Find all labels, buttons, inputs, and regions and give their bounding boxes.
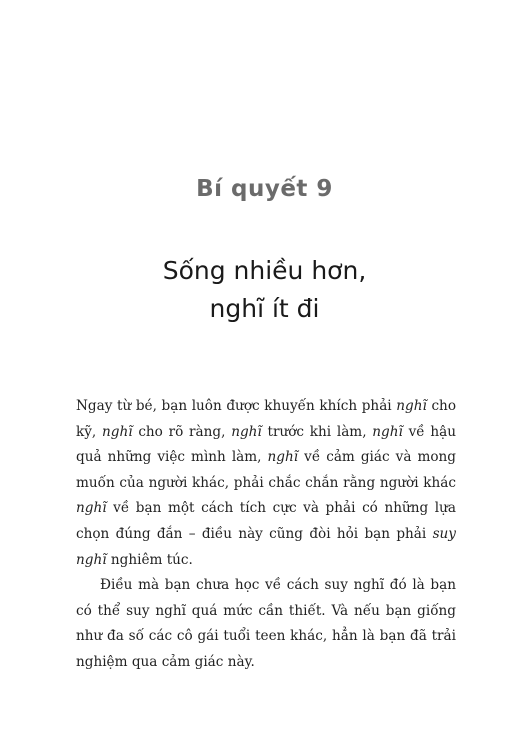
chapter-title-line-2: nghĩ ít đi: [209, 294, 320, 323]
chapter-title: [0, 252, 529, 328]
emphasis-run: nghĩ: [76, 500, 107, 517]
paragraph-2: Điều mà bạn chưa học về cách suy nghĩ đó là bạn có thể suy nghĩ quá mức cần thiết. Và nếu bạn giống như đa số các cô gái tuổi teen khác, hẳn là bạn đã trải nghiệm qua cảm giác này.: [76, 577, 456, 670]
text-run: về hậu quả những việc mình làm,: [76, 423, 457, 466]
chapter-title-line-1: Sống nhiều hơn,: [162, 256, 367, 285]
emphasis-run: nghĩ: [372, 423, 403, 440]
text-run: Ngay từ bé, bạn luôn được khuyến khích phải: [76, 398, 397, 414]
emphasis-run: suy nghĩ: [76, 525, 456, 568]
text-run: trước khi làm,: [261, 423, 373, 440]
emphasis-run: nghĩ: [396, 398, 427, 414]
chapter-label: Bí quyết 9: [196, 176, 333, 202]
emphasis-run: nghĩ: [102, 423, 133, 440]
paragraph-1: [76, 394, 456, 573]
text-run: cho rõ ràng,: [132, 423, 232, 440]
emphasis-run: nghĩ: [267, 449, 299, 466]
text-run: về cảm giác và mong muốn của người khác, phải chắc chắn rằng người khác: [76, 449, 456, 491]
text-run: cho kỹ,: [76, 398, 457, 440]
text-run: về bạn một cách tích cực và phải có những lựa chọn đúng đắn – điều này cũng đòi hỏi bạn phải: [76, 500, 456, 542]
emphasis-run: nghĩ: [231, 423, 262, 440]
body-text: [76, 394, 456, 676]
text-run: nghiêm túc.: [106, 551, 193, 568]
